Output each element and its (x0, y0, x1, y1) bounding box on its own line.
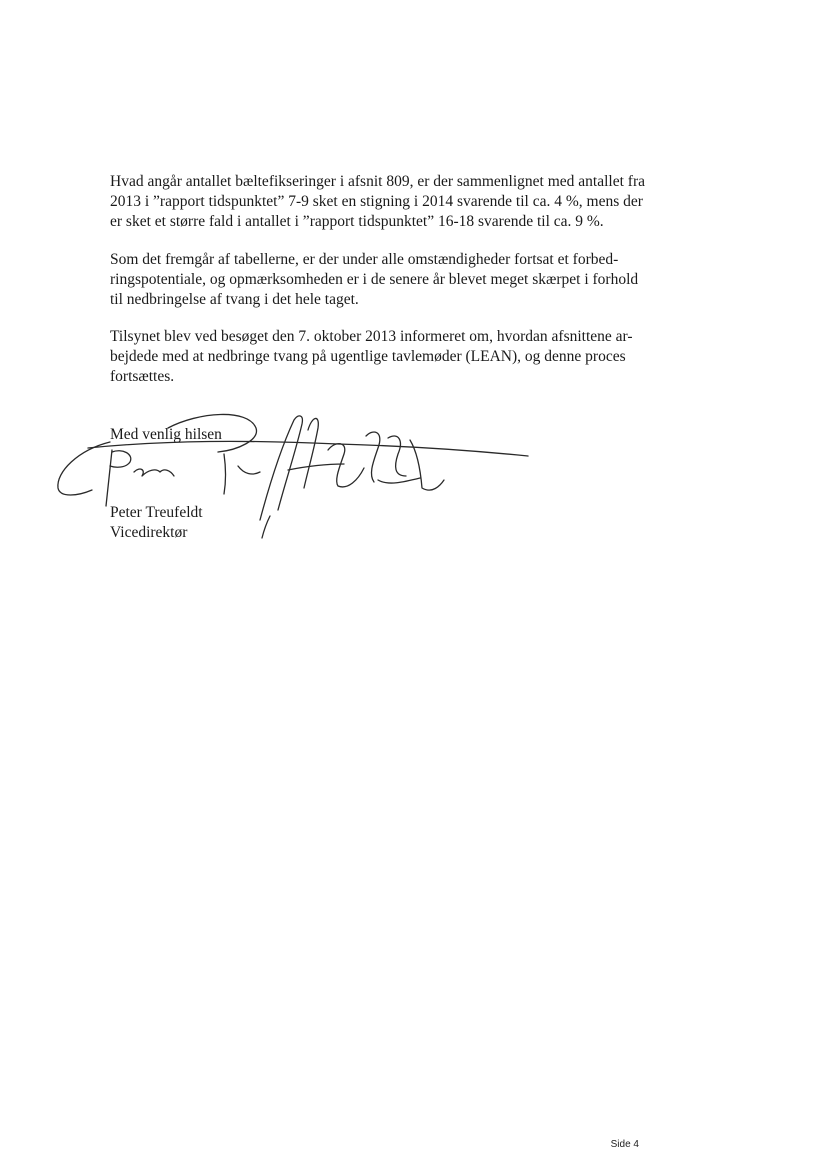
paragraph-line: 2013 i ”rapport tidspunktet” 7-9 sket en stigning i 2014 svarende til ca. 4 %, mens der (110, 193, 643, 210)
signer-name: Peter Treufeldt (110, 504, 203, 521)
paragraph-improvement-potential (110, 250, 650, 310)
paragraph-line: fortsættes. (110, 368, 175, 385)
paragraph-line: ringspotentiale, og opmærksomheden er i de senere år blevet meget skærpet i forhold (110, 271, 639, 288)
paragraph-line: er sket et større fald i antallet i ”rapport tidspunktet” 16-18 svarende til ca. 9 %. (110, 213, 604, 230)
paragraph-restraint-statistics (110, 172, 650, 232)
page-number: Side 4 (610, 1139, 639, 1150)
closing-greeting: Med venlig hilsen (110, 426, 222, 443)
paragraph-line: Hvad angår antallet bæltefikseringer i afsnit 809, er der sammenlignet med antallet fra (110, 173, 645, 190)
paragraph-line: bejdede med at nedbringe tvang på ugentlige tavlemøder (LEAN), og denne proces (110, 348, 626, 365)
paragraph-line: Som det fremgår af tabellerne, er der under alle omstændigheder fortsat et forbed- (110, 251, 619, 268)
signer-title: Vicedirektør (110, 524, 188, 541)
paragraph-supervision-visit (110, 327, 650, 387)
paragraph-line: til nedbringelse af tvang i det hele taget. (110, 291, 359, 308)
paragraph-line: Tilsynet blev ved besøget den 7. oktober 2013 informeret om, hvordan afsnittene ar- (110, 328, 633, 345)
